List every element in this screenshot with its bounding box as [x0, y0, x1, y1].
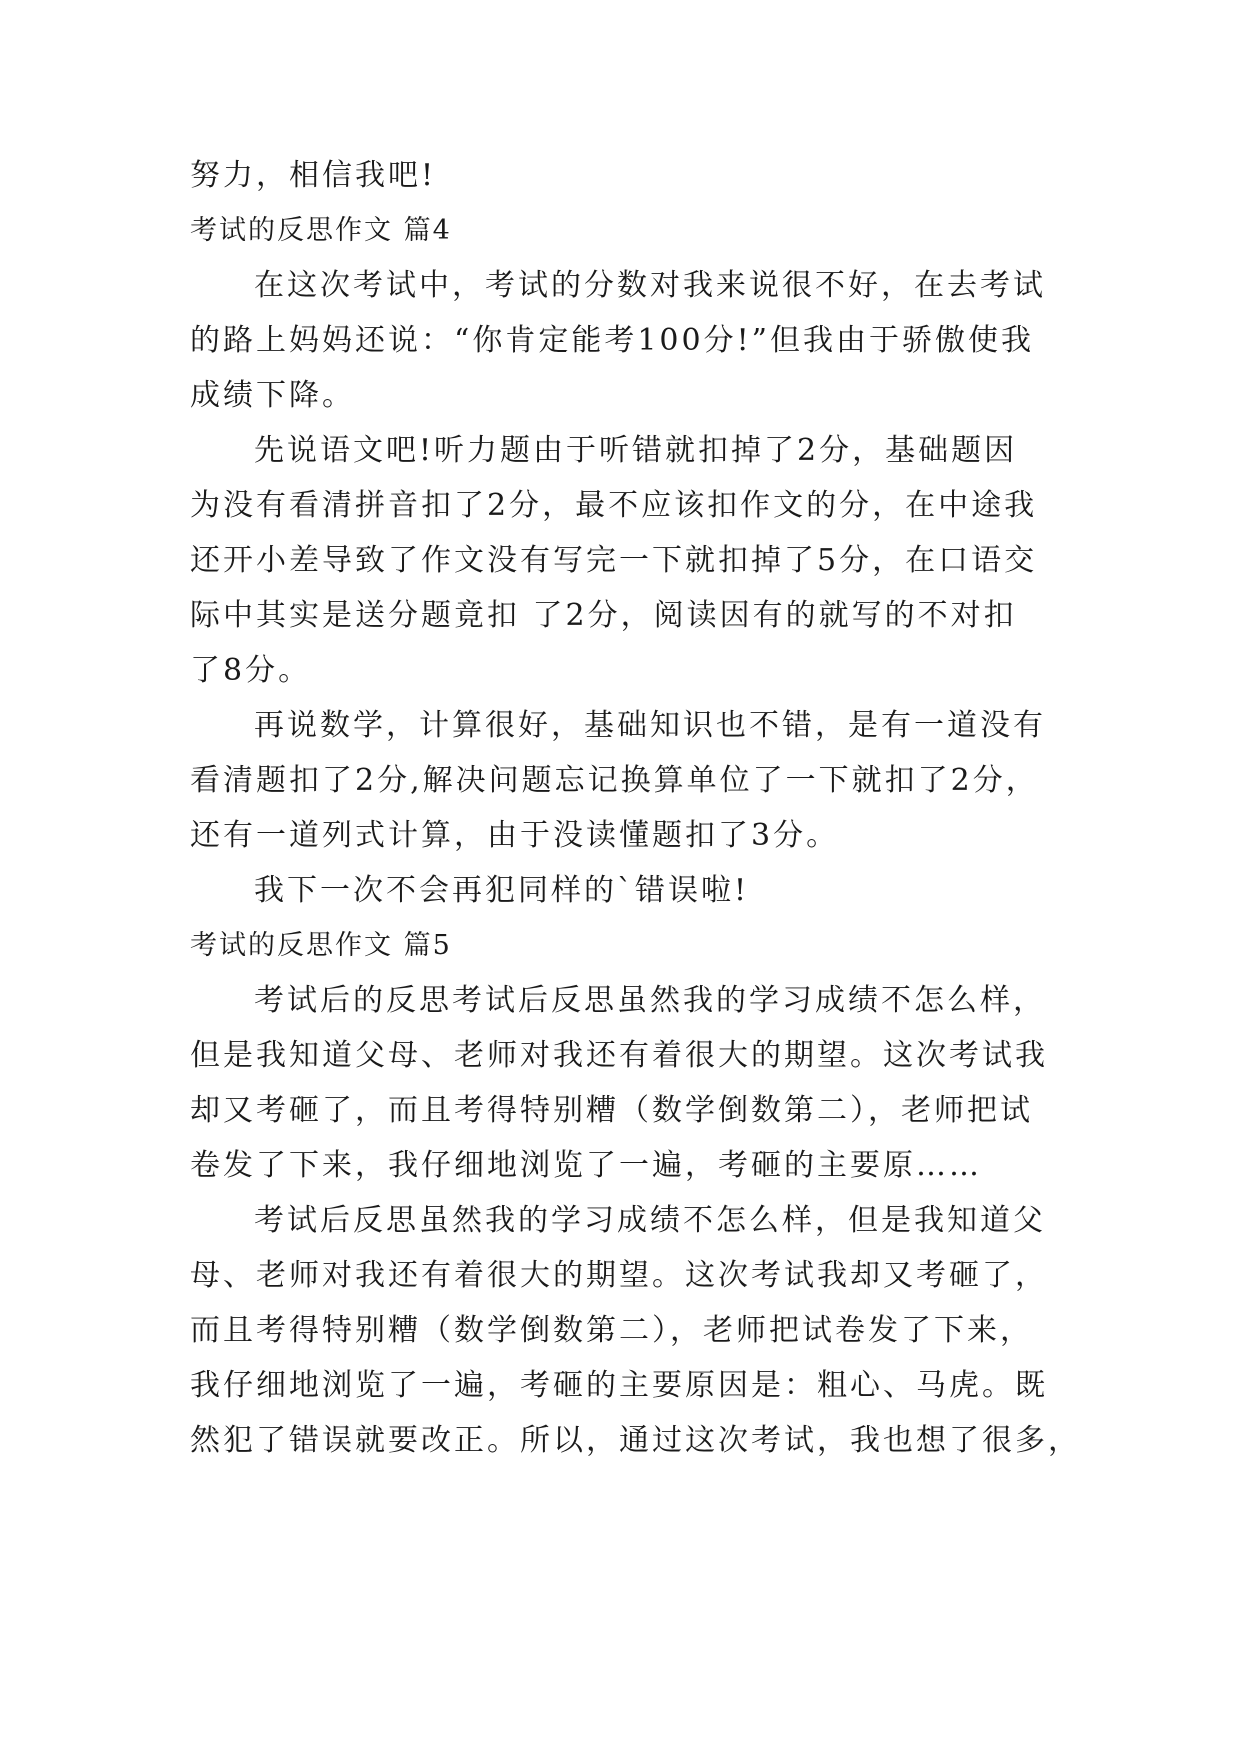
- text-line: 而且考得特别糟（数学倒数第二），老师把试卷发了下来，: [190, 1313, 1033, 1348]
- text-line: 却又考砸了，而且考得特别糟（数学倒数第二），老师把试: [190, 1093, 1033, 1128]
- text-line: 先说语文吧!听力题由于听错就扣掉了2分，基础题因: [254, 433, 1018, 468]
- text-line: 然犯了错误就要改正。所以，通过这次考试，我也想了很多，: [190, 1423, 1081, 1458]
- text-line: 的路上妈妈还说：“你肯定能考100分!”但我由于骄傲使我: [190, 323, 1034, 358]
- text-line: 为没有看清拼音扣了2分，最不应该扣作文的分，在中途我: [190, 488, 1038, 523]
- text-line: 努力，相信我吧!: [190, 158, 437, 193]
- text-line: 成绩下降。: [190, 378, 355, 413]
- text-line: 际中其实是送分题竟扣 了2分，阅读因有的就写的不对扣: [190, 598, 1017, 633]
- text-line: 卷发了下来，我仔细地浏览了一遍，考砸的主要原……: [190, 1148, 982, 1183]
- text-line: 在这次考试中，考试的分数对我来说很不好，在去考试: [254, 268, 1046, 303]
- section-heading: 考试的反思作文 篇5: [190, 930, 452, 961]
- section-heading: 考试的反思作文 篇4: [190, 215, 452, 246]
- text-line: 我仔细地浏览了一遍，考砸的主要原因是：粗心、马虎。既: [190, 1368, 1048, 1403]
- text-line: 再说数学，计算很好，基础知识也不错，是有一道没有: [254, 708, 1046, 743]
- text-line: 还开小差导致了作文没有写完一下就扣掉了5分，在口语交: [190, 543, 1038, 578]
- text-line: 母、老师对我还有着很大的期望。这次考试我却又考砸了，: [190, 1258, 1048, 1293]
- text-line: 看清题扣了2分,解决问题忘记换算单位了一下就扣了2分，: [190, 763, 1039, 798]
- text-line: 考试后的反思考试后反思虽然我的学习成绩不怎么样，: [254, 983, 1046, 1018]
- text-line: 了8分。: [190, 653, 312, 688]
- text-line: 考试后反思虽然我的学习成绩不怎么样，但是我知道父: [254, 1203, 1046, 1238]
- text-line: 还有一道列式计算，由于没读懂题扣了3分。: [190, 818, 840, 853]
- text-line: 但是我知道父母、老师对我还有着很大的期望。这次考试我: [190, 1038, 1048, 1073]
- text-line: 我下一次不会再犯同样的`错误啦!: [254, 873, 750, 908]
